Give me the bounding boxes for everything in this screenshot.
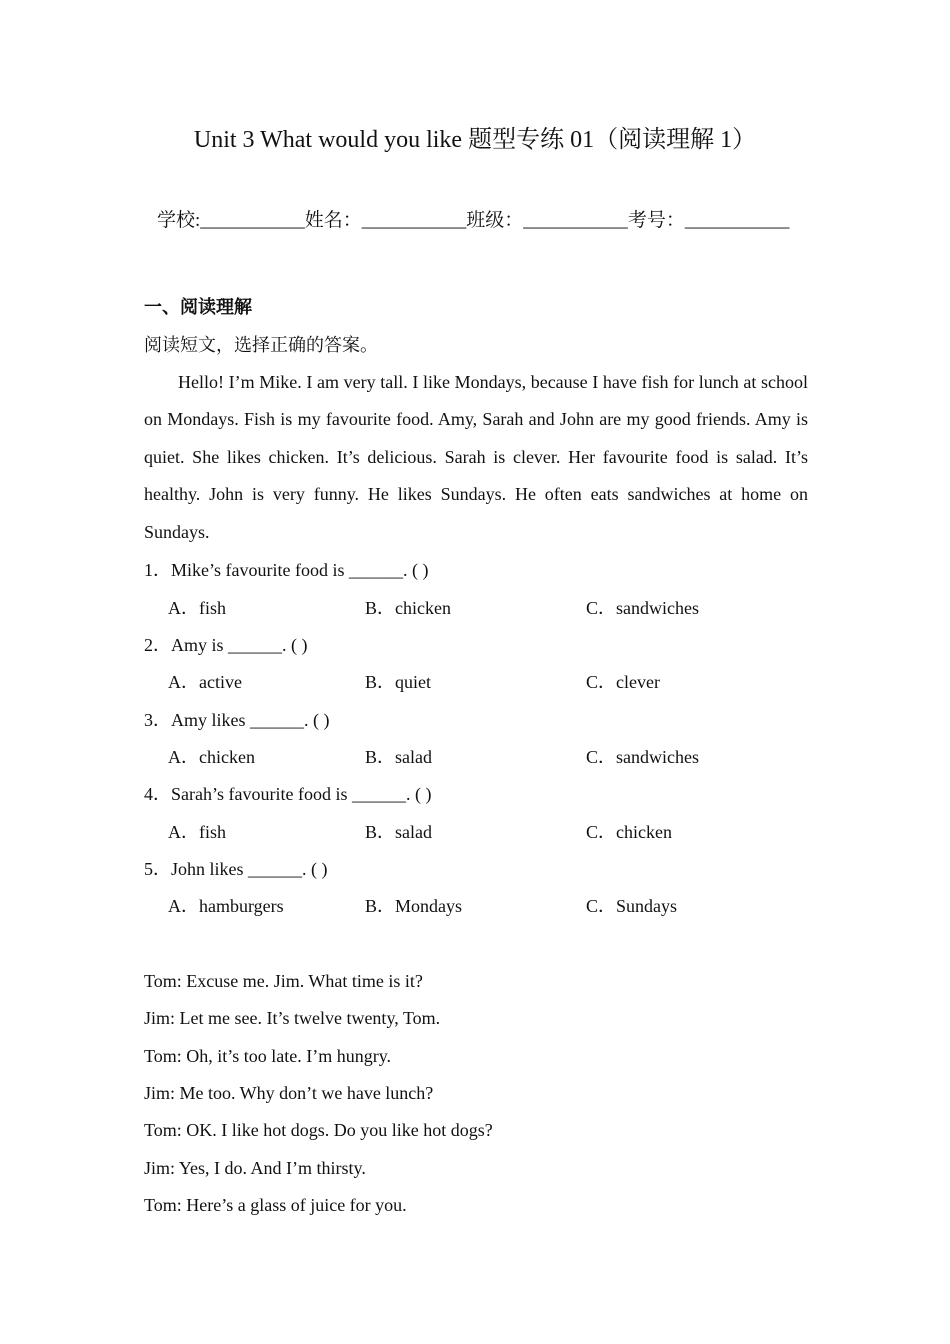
question-stem: 2．Amy is ______. ( ) (144, 635, 308, 655)
exam-number-field: 考号：___________ (627, 210, 790, 231)
option-b: B．salad (365, 822, 432, 842)
option-b: B．quiet (365, 672, 431, 692)
dialogue-line: Tom: Excuse me. Jim. What time is it? (144, 971, 423, 991)
option-a: A．chicken (168, 747, 255, 767)
dialogue-line: Jim: Me too. Why don’t we have lunch? (144, 1083, 434, 1103)
reading-passage: Hello! I’m Mike. I am very tall. I like Mondays, because I have fish for lunch at school on Mondays. Fish is my favourite food. Amy, Sarah and John are my good friends. Amy is quiet. She likes chicken. It’s delicious. Sarah is clever. Her favourite food is salad. It’s healthy. John is very funny. He likes Sundays. He often eats sandwiches at home on Sundays. (144, 372, 808, 542)
class-field: 班级：___________ (466, 210, 628, 231)
name-field: 姓名：___________ (304, 210, 467, 231)
school-field: 学校:___________ (157, 210, 305, 231)
option-c: C．Sundays (586, 896, 678, 916)
section-heading: 一、阅读理解 (144, 297, 252, 318)
dialogue-line: Tom: OK. I like hot dogs. Do you like hot dogs? (144, 1120, 493, 1140)
option-c: C．clever (586, 672, 660, 692)
question-stem: 3．Amy likes ______. ( ) (144, 710, 330, 730)
option-a: A．active (168, 672, 242, 692)
question-stem: 1．Mike’s favourite food is ______. ( ) (144, 560, 429, 580)
page-title: Unit 3 What would you like 题型专练 01（阅读理解 1） (193, 127, 757, 153)
option-a: A．hamburgers (168, 896, 284, 916)
option-a: A．fish (168, 822, 226, 842)
question-stem: 4．Sarah’s favourite food is ______. ( ) (144, 784, 432, 804)
option-b: B．salad (365, 747, 432, 767)
option-c: C．chicken (586, 822, 672, 842)
option-c: C．sandwiches (586, 598, 699, 618)
question-stem: 5．John likes ______. ( ) (144, 859, 328, 879)
dialogue-line: Jim: Yes, I do. And I’m thirsty. (144, 1158, 366, 1178)
option-c: C．sandwiches (586, 747, 699, 767)
dialogue-line: Tom: Oh, it’s too late. I’m hungry. (144, 1046, 392, 1066)
option-b: B．chicken (365, 598, 451, 618)
dialogue-line: Jim: Let me see. It’s twelve twenty, Tom. (144, 1008, 441, 1028)
option-a: A．fish (168, 598, 226, 618)
option-b: B．Mondays (365, 896, 463, 916)
student-info-line (157, 206, 789, 236)
instruction: 阅读短文，选择正确的答案。 (144, 335, 378, 356)
dialogue-line: Tom: Here’s a glass of juice for you. (144, 1195, 407, 1215)
